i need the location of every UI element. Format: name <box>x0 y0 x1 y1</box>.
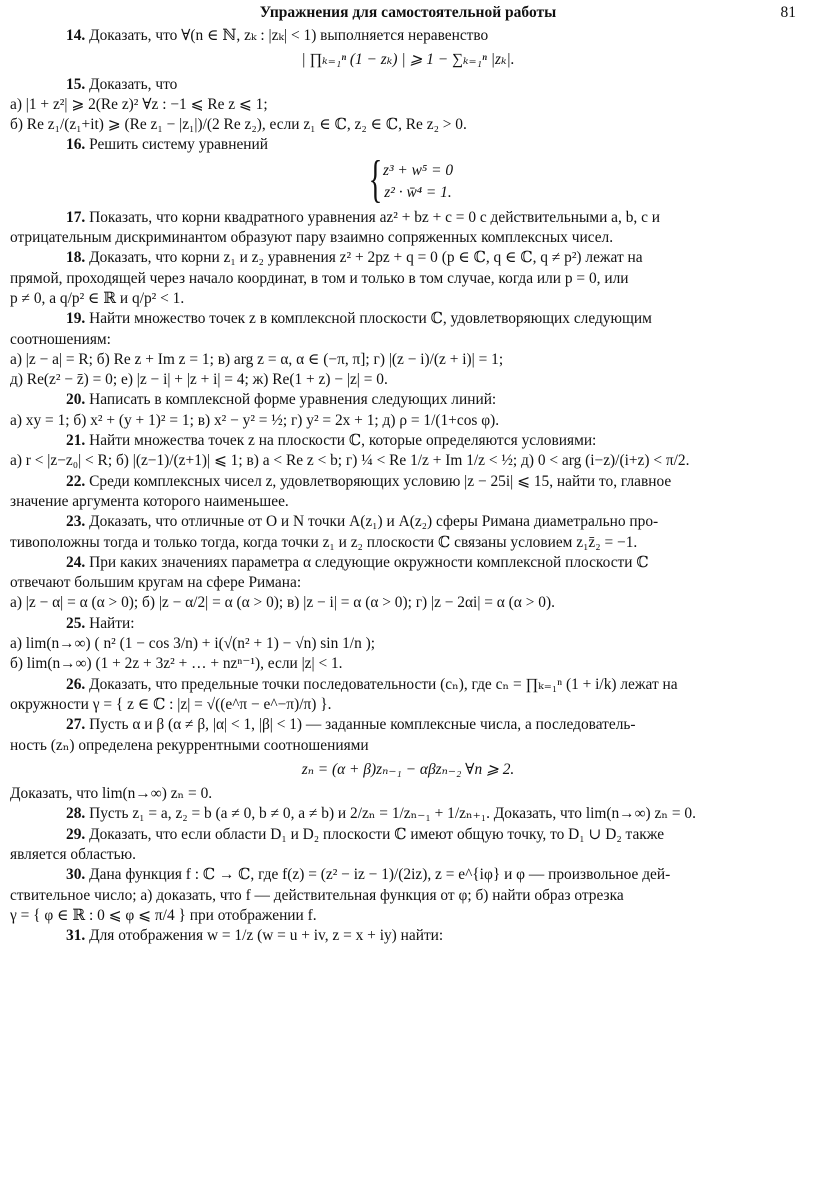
exercise-line <box>10 553 806 573</box>
exercise-line <box>10 390 806 410</box>
line-text: zₙ = (α + β)zₙ₋₁ − αβzₙ₋₂ ∀n ⩾ 2. <box>301 760 515 778</box>
exercise-number: 26. <box>66 675 86 693</box>
line-text: тивоположны тогда и только тогда, когда точки z₁ и z₂ плоскости ℂ связаны условием z₁z̄₂ = −1. <box>10 533 638 551</box>
exercise-line <box>10 512 806 532</box>
exercise-number: 18. <box>66 249 86 267</box>
text-line <box>10 269 806 289</box>
line-text: Доказать, что ∀(n ∈ ℕ, zₖ : |zₖ| < 1) выполняется неравенство <box>89 27 489 44</box>
line-text: Среди комплексных чисел z, удовлетворяющих условию |z − 25i| ⩽ 15, найти то, главное <box>89 472 672 490</box>
text-line <box>10 593 806 613</box>
exercise-number: 22. <box>66 472 86 490</box>
line-text: Решить систему уравнений <box>89 136 268 154</box>
text-line <box>10 906 806 926</box>
exercise-line <box>10 248 806 268</box>
exercise-number: 17. <box>66 208 86 226</box>
line-text: p ≠ 0, а q/p² ∈ ℝ и q/p² < 1. <box>10 289 185 307</box>
line-text: а) |z − a| = R; б) Re z + Im z = 1; в) arg z = α, α ∈ (−π, π]; г) |(z − i)/(z + i)| = 1; <box>10 350 504 368</box>
text-line <box>10 845 806 865</box>
line-text: Доказать, что отличные от O и N точки A(z₁) и A(z₂) сферы Римана диаметрально про- <box>89 513 659 531</box>
line-text: | ∏ₖ₌₁ⁿ (1 − zₖ) | ⩾ 1 − ∑ₖ₌₁ⁿ |zₖ|. <box>301 51 515 69</box>
line-text: При каких значениях параметра α следующие окружности комплексной плоскости ℂ <box>89 553 649 571</box>
line-text: Написать в комплексной форме уравнения следующих линий: <box>89 391 497 409</box>
line-text: Пусть z₁ = a, z₂ = b (a ≠ 0, b ≠ 0, a ≠ b) и 2/zₙ = 1/zₙ₋₁ + 1/zₙ₊₁. Доказать, что lim(n→∞) zₙ = 0. <box>89 805 696 823</box>
text-line <box>10 289 806 309</box>
line-text: значение аргумента которого наименьшее. <box>10 492 289 510</box>
line-text: прямой, проходящей через начало координат, в том и только в том случае, когда или p = 0, или <box>10 269 629 287</box>
exercise-number: 24. <box>66 553 86 571</box>
line-text: б) lim(n→∞) (1 + 2z + 3z² + … + nzⁿ⁻¹), если |z| < 1. <box>10 655 343 673</box>
text-line <box>10 533 806 553</box>
line-text: а) lim(n→∞) ( n² (1 − cos 3/n) + i(√(n² + 1) − √n) sin 1/n ); <box>10 635 376 653</box>
exercise-line <box>10 926 806 946</box>
system-brace: { <box>368 150 383 208</box>
line-text: Дана функция f : ℂ → ℂ, где f(z) = (z² − iz − 1)/(2iz), z = e^{iφ} и φ — произвольное дей- <box>89 866 671 884</box>
exercise-line <box>10 208 806 228</box>
system-eq-1: z³ + w⁵ = 0 <box>382 161 454 179</box>
exercise-line <box>10 75 806 95</box>
text-line <box>10 370 806 390</box>
line-text: Доказать, что корни z₁ и z₂ уравнения z² + 2pz + q = 0 (p ∈ ℂ, q ∈ ℂ, q ≠ p²) лежат на <box>89 249 643 267</box>
line-text: Доказать, что <box>89 75 178 93</box>
text-line <box>10 492 806 512</box>
running-header <box>10 0 806 26</box>
line-text: а) r < |z−z₀| < R; б) |(z−1)/(z+1)| ⩽ 1; в) a < Re z < b; г) ¼ < Re 1/z + Im 1/z < ½; д) 0 < arg (i−z)/(i+z) < π/2. <box>10 452 690 470</box>
text-line <box>10 350 806 370</box>
line-text: Доказать, что если области D₁ и D₂ плоскости ℂ имеют общую точку, то D₁ ∪ D₂ также <box>89 825 665 843</box>
text-line <box>10 736 806 756</box>
text-line <box>10 695 806 715</box>
line-text: а) xy = 1; б) x² + (y + 1)² = 1; в) x² − y² = ½; г) y² = 2x + 1; д) ρ = 1/(1+cos φ). <box>10 411 500 429</box>
exercise-number: 31. <box>66 927 86 945</box>
exercise-line <box>10 865 806 885</box>
exercise-number: 30. <box>66 866 86 884</box>
line-text: а) |z − α| = α (α > 0); б) |z − α/2| = α (α > 0); в) |z − i| = α (α > 0); г) |z − 2αi| = α (α > 0). <box>10 594 555 612</box>
exercise-text <box>10 26 806 946</box>
line-text: окружности γ = { z ∈ ℂ : |z| = √((e^π − e^−π)/π) }. <box>10 695 332 713</box>
line-text: Найти: <box>89 614 135 632</box>
exercise-number: 25. <box>66 614 86 632</box>
text-line <box>10 654 806 674</box>
line-text: Найти множества точек z на плоскости ℂ, которые определяются условиями: <box>89 432 597 450</box>
exercise-line <box>10 309 806 329</box>
text-line <box>10 50 806 70</box>
text-line <box>10 634 806 654</box>
line-text: является областью. <box>10 845 136 863</box>
exercise-line <box>10 614 806 634</box>
text-line <box>10 451 806 471</box>
text-line <box>10 411 806 431</box>
line-text: соотношениям: <box>10 330 111 348</box>
exercise-line <box>10 472 806 492</box>
exercise-number: 20. <box>66 391 86 409</box>
text-line <box>10 228 806 248</box>
exercise-line <box>10 715 806 735</box>
line-text: д) Re(z² − z̄) = 0; е) |z − i| + |z + i| = 4; ж) Re(1 + z) − |z| = 0. <box>10 371 388 389</box>
header-title: Упражнения для самостоятельной работы <box>259 4 557 21</box>
text-line <box>10 115 806 135</box>
exercise-number: 21. <box>66 432 86 450</box>
exercise-number: 14. <box>66 27 86 44</box>
exercise-line <box>10 825 806 845</box>
text-line <box>10 784 806 804</box>
exercise-number: 27. <box>66 716 86 734</box>
exercise-line <box>10 431 806 451</box>
exercise-line <box>10 675 806 695</box>
text-line <box>10 760 806 780</box>
exercise-number: 19. <box>66 310 86 328</box>
line-text: Доказать, что lim(n→∞) zₙ = 0. <box>10 785 213 803</box>
exercise-line <box>10 804 806 824</box>
exercise-number: 28. <box>66 805 86 823</box>
exercise-line <box>10 26 806 46</box>
line-text: б) Re z₁/(z₁+it) ⩾ (Re z₁ − |z₁|)/(2 Re z₂), если z₁ ∈ ℂ, z₂ ∈ ℂ, Re z₂ > 0. <box>10 116 467 134</box>
system-block <box>363 150 454 208</box>
line-text: Найти множество точек z в комплексной плоскости ℂ, удовлетворяющих следующим <box>89 310 652 328</box>
page-number: 81 <box>780 4 796 21</box>
equation-system <box>10 150 806 208</box>
line-text: а) |1 + z²| ⩾ 2(Re z)² ∀z : −1 ⩽ Re z ⩽ 1; <box>10 95 268 113</box>
exercise-number: 16. <box>66 136 86 154</box>
line-text: отвечают большим кругам на сфере Римана: <box>10 574 302 592</box>
line-text: ность (zₙ) определена рекуррентными соотношениями <box>10 736 369 754</box>
exercise-line <box>10 135 806 155</box>
line-text: Для отображения w = 1/z (w = u + iv, z = x + iy) найти: <box>89 927 444 945</box>
exercise-number: 29. <box>66 825 86 843</box>
text-line <box>10 573 806 593</box>
line-text: Доказать, что предельные точки последовательности (cₙ), где cₙ = ∏ₖ₌₁ⁿ (1 + i/k) лежат на <box>89 675 678 693</box>
text-line <box>10 330 806 350</box>
line-text: γ = { φ ∈ ℝ : 0 ⩽ φ ⩽ π/4 } при отображении f. <box>10 906 317 924</box>
line-text: Пусть α и β (α ≠ β, |α| < 1, |β| < 1) — заданные комплексные числа, а последователь- <box>89 716 636 734</box>
line-text: отрицательным дискриминантом образуют пару взаимно сопряженных комплексных чисел. <box>10 229 614 247</box>
line-text: Показать, что корни квадратного уравнения az² + bz + c = 0 с действительными a, b, c и <box>89 208 661 226</box>
exercise-number: 15. <box>66 75 86 93</box>
system-eq-2: z² · w̄⁴ = 1. <box>384 183 452 201</box>
text-line <box>10 95 806 115</box>
text-line <box>10 886 806 906</box>
exercise-number: 23. <box>66 513 86 531</box>
line-text: ствительное число; а) доказать, что f — действительная функция от φ; б) найти образ отрезка <box>10 886 624 904</box>
